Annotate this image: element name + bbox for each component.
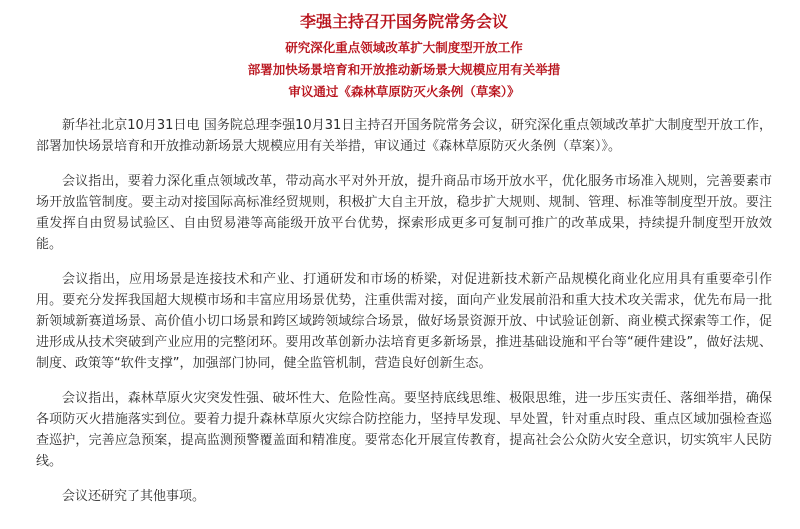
- paragraph-reform: 会议指出，要着力深化重点领域改革，带动高水平对外开放，提升商品市场开放水平，优化服务市场准入规则，完善要素市场开放监管制度。要主动对接国际高标准经贸规则，积极扩大自主开放，稳步扩大规则、规制、管理、标准等制度型开放。要注重发挥自由贸易试验区、自由贸易港等高能级开放平台优势，探索形成更多可复制可推广的改革成果，持续提升制度型开放效能。: [36, 174, 772, 252]
- article-title: 李强主持召开国务院常务会议: [299, 12, 508, 31]
- paragraph-dateline: 新华社北京10月31日电 国务院总理李强10月31日主持召开国务院常务会议，研究深化重点领域改革扩大制度型开放工作，部署加快场景培育和开放推动新场景大规模应用有关举措，审议通过《森林草原防灭火条例（草案）》。: [36, 118, 772, 154]
- paragraph-fire-prevention: 会议指出，森林草原火灾突发性强、破坏性大、危险性高。要坚持底线思维、极限思维，进一步压实责任、落细举措，确保各项防灭火措施落实到位。要着力提升森林草原火灾综合防控能力，坚持早发现、早处置，针对重点时段、重点区域加强检查巡查巡护，完善应急预案，提高监测预警覆盖面和精准度。要常态化开展宣传教育，提高社会公众防火安全意识，切实筑牢人民防线。: [36, 391, 772, 469]
- headline: [36, 10, 772, 103]
- article-subtitle-3: 审议通过《森林草原防灭火条例（草案）》: [288, 84, 520, 99]
- paragraph-scenarios: 会议指出，应用场景是连接技术和产业、打通研发和市场的桥梁，对促进新技术新产品规模化商业化应用具有重要牵引作用。要充分发挥我国超大规模市场和丰富应用场景优势，注重供需对接，面向产业发展前沿和重大技术攻关需求，优先布局一批新领域新赛道场景、高价值小切口场景和跨区域跨领域综合场景，做好场景资源开放、中试验证创新、商业模式探索等工作，促进形成从技术突破到产业应用的完整闭环。要用改革创新办法培育更多新场景，推进基础设施和平台等“硬件建设”，做好法规、制度、政策等“软件支撑”，加强部门协同，健全监管机制，营造良好创新生态。: [36, 272, 772, 371]
- article-subtitle-1: 研究深化重点领域改革扩大制度型开放工作: [285, 40, 523, 55]
- article-subtitle-2: 部署加快场景培育和开放推动新场景大规模应用有关举措: [247, 62, 561, 77]
- article-body: [36, 115, 772, 507]
- paragraph-other-matters: 会议还研究了其他事项。: [62, 489, 206, 504]
